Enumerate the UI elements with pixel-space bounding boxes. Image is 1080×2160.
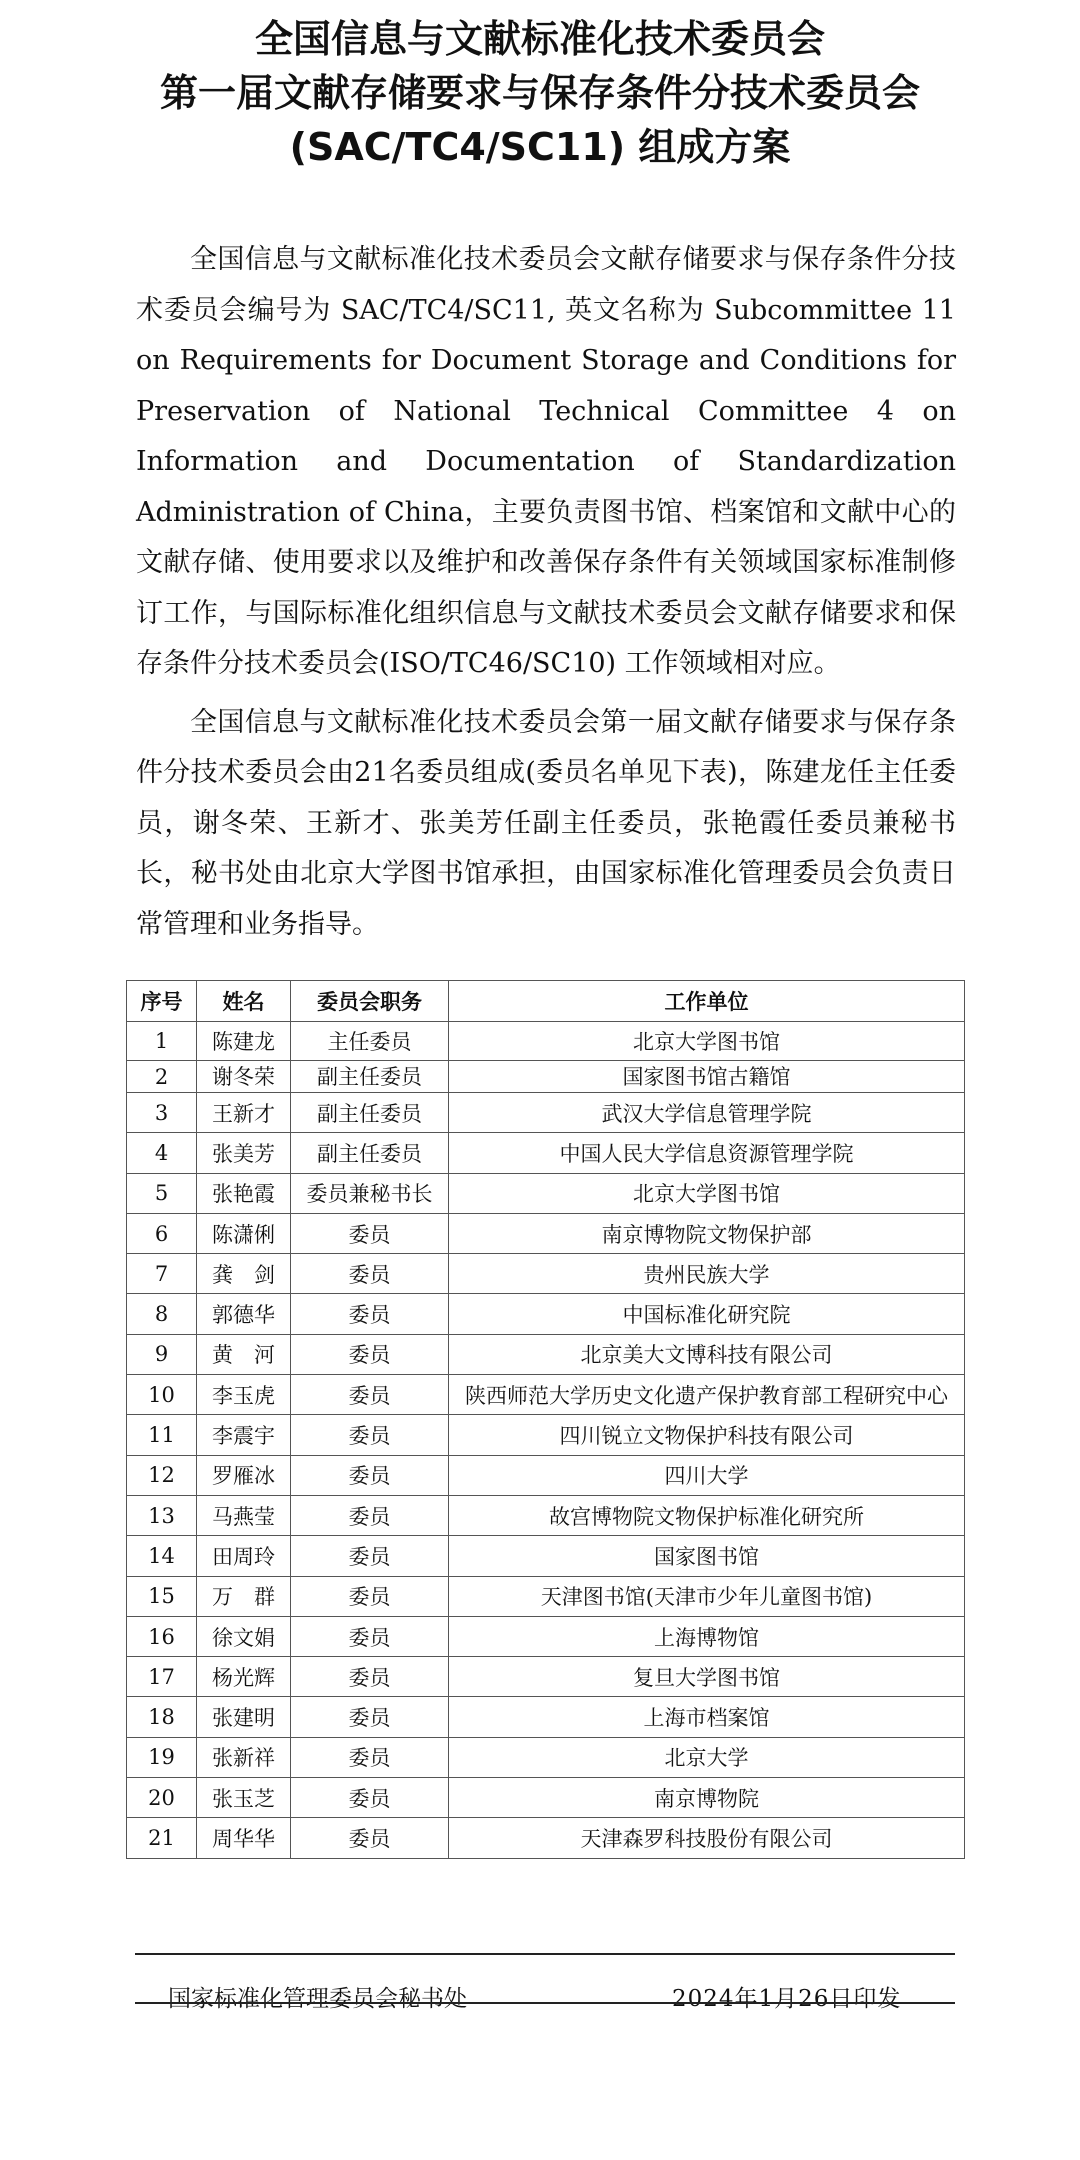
table-row <box>127 1334 965 1374</box>
cell-name: 张新祥 <box>197 1737 291 1777</box>
cell-name: 罗雁冰 <box>197 1455 291 1495</box>
cell-position: 主任委员 <box>291 1022 449 1061</box>
cell-name: 陈建龙 <box>197 1022 291 1061</box>
cell-position: 委员 <box>291 1213 449 1253</box>
paragraph-2: 全国信息与文献标准化技术委员会第一届文献存储要求与保存条件分技术委员会由21名委员组成(委员名单见下表)，陈建龙任主任委员，谢冬荣、王新才、张美芳任副主任委员，张艳霞任委员兼秘书长，秘书处由北京大学图书馆承担，由国家标准化管理委员会负责日常管理和业务指导。 <box>136 706 956 940</box>
cell-index: 21 <box>127 1818 197 1858</box>
cell-organization: 武汉大学信息管理学院 <box>449 1093 965 1133</box>
cell-name: 张玉芝 <box>197 1778 291 1818</box>
cell-organization: 国家图书馆 <box>449 1536 965 1576</box>
cell-position: 委员 <box>291 1294 449 1334</box>
cell-organization: 北京美大文博科技有限公司 <box>449 1334 965 1374</box>
cell-index: 2 <box>127 1061 197 1094</box>
table-row <box>127 1213 965 1253</box>
table-row <box>127 1657 965 1697</box>
table-row <box>127 1576 965 1616</box>
cell-name: 李震宇 <box>197 1415 291 1455</box>
cell-organization: 南京博物院文物保护部 <box>449 1213 965 1253</box>
cell-name: 王新才 <box>197 1093 291 1133</box>
cell-position: 委员 <box>291 1334 449 1374</box>
cell-name: 张建明 <box>197 1697 291 1737</box>
cell-position: 委员 <box>291 1697 449 1737</box>
cell-index: 13 <box>127 1495 197 1535</box>
cell-position: 委员兼秘书长 <box>291 1173 449 1213</box>
cell-position: 委员 <box>291 1375 449 1415</box>
cell-organization: 南京博物院 <box>449 1778 965 1818</box>
cell-index: 12 <box>127 1455 197 1495</box>
header-organization: 工作单位 <box>449 981 965 1022</box>
table-row <box>127 1536 965 1576</box>
table-row <box>127 1818 965 1858</box>
cell-index: 3 <box>127 1093 197 1133</box>
footer-date: 2024年1月26日印发 <box>672 1986 902 2012</box>
table-row <box>127 1697 965 1737</box>
cell-name: 龚 剑 <box>197 1254 291 1294</box>
table-row <box>127 1061 965 1094</box>
title-line-3: (SAC/TC4/SC11) 组成方案 <box>289 125 791 169</box>
cell-position: 委员 <box>291 1536 449 1576</box>
table-row <box>127 1415 965 1455</box>
cell-position: 委员 <box>291 1415 449 1455</box>
cell-position: 委员 <box>291 1455 449 1495</box>
footer-rule-top <box>135 1953 955 1955</box>
footer-issuer: 国家标准化管理委员会秘书处 <box>168 1986 467 2012</box>
cell-index: 20 <box>127 1778 197 1818</box>
table-row <box>127 1375 965 1415</box>
cell-index: 1 <box>127 1022 197 1061</box>
cell-position: 委员 <box>291 1737 449 1777</box>
cell-index: 4 <box>127 1133 197 1173</box>
cell-organization: 贵州民族大学 <box>449 1254 965 1294</box>
table-row <box>127 1173 965 1213</box>
cell-organization: 北京大学图书馆 <box>449 1173 965 1213</box>
cell-name: 杨光辉 <box>197 1657 291 1697</box>
cell-index: 18 <box>127 1697 197 1737</box>
cell-index: 5 <box>127 1173 197 1213</box>
footer-rule-bottom <box>135 2002 955 2004</box>
cell-name: 张艳霞 <box>197 1173 291 1213</box>
member-table-bottom <box>126 1092 965 1859</box>
cell-index: 15 <box>127 1576 197 1616</box>
table-row <box>127 1093 965 1133</box>
cell-organization: 上海市档案馆 <box>449 1697 965 1737</box>
cell-index: 9 <box>127 1334 197 1374</box>
cell-organization: 复旦大学图书馆 <box>449 1657 965 1697</box>
table-row <box>127 1022 965 1061</box>
header-position: 委员会职务 <box>291 981 449 1022</box>
table-row <box>127 1133 965 1173</box>
cell-position: 委员 <box>291 1576 449 1616</box>
cell-position: 委员 <box>291 1818 449 1858</box>
table-header-row <box>127 981 965 1022</box>
cell-name: 黄 河 <box>197 1334 291 1374</box>
cell-organization: 四川锐立文物保护科技有限公司 <box>449 1415 965 1455</box>
cell-position: 副主任委员 <box>291 1093 449 1133</box>
title-line-2: 第一届文献存储要求与保存条件分技术委员会 <box>159 71 920 115</box>
cell-position: 委员 <box>291 1254 449 1294</box>
cell-organization: 北京大学 <box>449 1737 965 1777</box>
cell-organization: 中国人民大学信息资源管理学院 <box>449 1133 965 1173</box>
cell-organization: 国家图书馆古籍馆 <box>449 1061 965 1094</box>
cell-name: 田周玲 <box>197 1536 291 1576</box>
cell-name: 陈潇俐 <box>197 1213 291 1253</box>
cell-organization: 天津图书馆(天津市少年儿童图书馆) <box>449 1576 965 1616</box>
table-row <box>127 1495 965 1535</box>
cell-index: 19 <box>127 1737 197 1777</box>
cell-position: 委员 <box>291 1495 449 1535</box>
table-row <box>127 1737 965 1777</box>
cell-position: 副主任委员 <box>291 1061 449 1094</box>
cell-organization: 北京大学图书馆 <box>449 1022 965 1061</box>
cell-organization: 天津森罗科技股份有限公司 <box>449 1818 965 1858</box>
body-text <box>136 235 956 950</box>
cell-index: 8 <box>127 1294 197 1334</box>
table-row <box>127 1294 965 1334</box>
table-row <box>127 1616 965 1656</box>
cell-name: 李玉虎 <box>197 1375 291 1415</box>
cell-index: 11 <box>127 1415 197 1455</box>
cell-index: 10 <box>127 1375 197 1415</box>
cell-index: 7 <box>127 1254 197 1294</box>
table-row <box>127 1778 965 1818</box>
cell-name: 张美芳 <box>197 1133 291 1173</box>
cell-name: 徐文娟 <box>197 1616 291 1656</box>
cell-position: 委员 <box>291 1778 449 1818</box>
cell-position: 副主任委员 <box>291 1133 449 1173</box>
cell-position: 委员 <box>291 1616 449 1656</box>
table-row <box>127 1254 965 1294</box>
header-index: 序号 <box>127 981 197 1022</box>
cell-organization: 上海博物馆 <box>449 1616 965 1656</box>
cell-organization: 四川大学 <box>449 1455 965 1495</box>
cell-name: 谢冬荣 <box>197 1061 291 1094</box>
cell-name: 马燕莹 <box>197 1495 291 1535</box>
cell-name: 周华华 <box>197 1818 291 1858</box>
cell-name: 万 群 <box>197 1576 291 1616</box>
cell-organization: 陕西师范大学历史文化遗产保护教育部工程研究中心 <box>449 1375 965 1415</box>
cell-position: 委员 <box>291 1657 449 1697</box>
document-title <box>0 12 1080 174</box>
header-name: 姓名 <box>197 981 291 1022</box>
cell-name: 郭德华 <box>197 1294 291 1334</box>
cell-index: 17 <box>127 1657 197 1697</box>
cell-organization: 中国标准化研究院 <box>449 1294 965 1334</box>
paragraph-1: 全国信息与文献标准化技术委员会文献存储要求与保存条件分技术委员会编号为 SAC/TC4/SC11, 英文名称为 Subcommittee 11 on Requirements for Document Storage and Conditions for Preservation of National Technical Committee 4 on Information and Documentation of Standardization Administration of China，主要负责图书馆、档案馆和文献中心的文献存储、使用要求以及维护和改善保存条件有关领域国家标准制修订工作，与国际标准化组织信息与文献技术委员会文献存储要求和保存条件分技术委员会(ISO/TC46/SC10) 工作领域相对应。 <box>136 244 956 679</box>
cell-index: 6 <box>127 1213 197 1253</box>
table-row <box>127 1455 965 1495</box>
cell-organization: 故宫博物院文物保护标准化研究所 <box>449 1495 965 1535</box>
cell-index: 16 <box>127 1616 197 1656</box>
cell-index: 14 <box>127 1536 197 1576</box>
title-line-1: 全国信息与文献标准化技术委员会 <box>254 17 825 61</box>
member-table-top <box>126 980 965 1093</box>
